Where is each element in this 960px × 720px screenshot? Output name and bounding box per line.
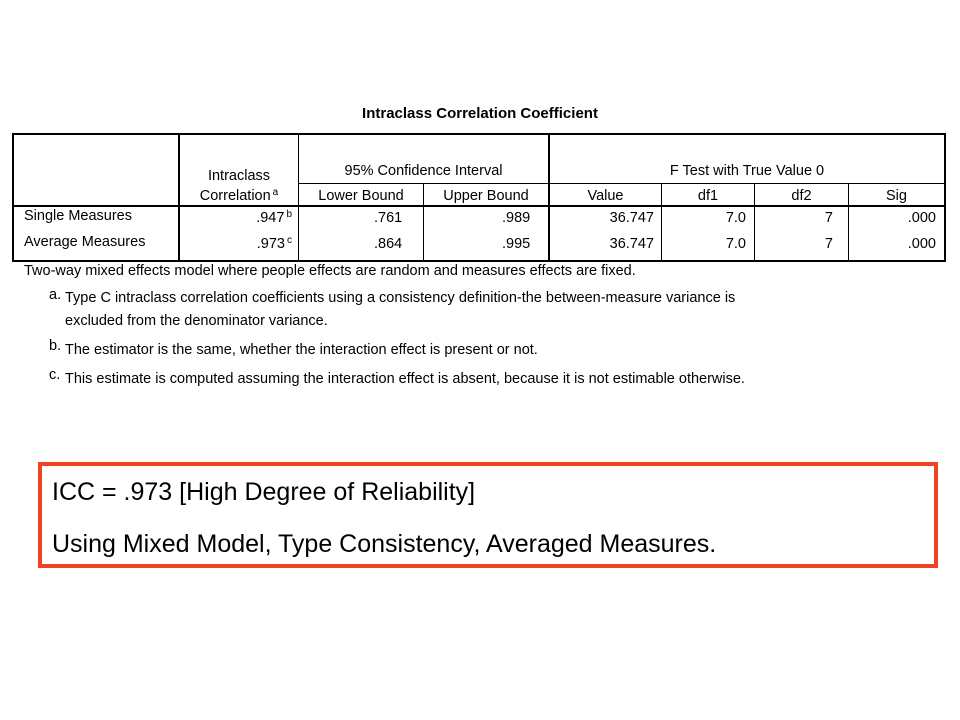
model-note: Two-way mixed effects model where people effects are random and measures effects are fixed. <box>24 263 636 279</box>
cell-df1: 7.0 <box>725 210 746 226</box>
row-label-average-measures: Average Measures <box>24 234 146 250</box>
callout-line-icc: ICC = .973 [High Degree of Reliability] <box>52 478 476 506</box>
table-title: Intraclass Correlation Coefficient <box>362 105 598 122</box>
callout-line-model: Using Mixed Model, Type Consistency, Averaged Measures. <box>52 530 717 558</box>
footnote-label-a: a. <box>49 287 62 303</box>
header-df1: df1 <box>697 188 719 204</box>
cell-upper: .995 <box>502 236 531 252</box>
cell-icc: .947 $^b$ <box>256 209 292 226</box>
header-sig: Sig <box>886 188 907 204</box>
cell-upper: .989 <box>502 210 531 226</box>
footnote-label-c: c. <box>49 367 61 383</box>
cell-icc: .973 $^c$ <box>256 235 292 252</box>
cell-df2: 7 <box>824 210 833 226</box>
footnote-c-line1: This estimate is computed assuming the interaction effect is absent, because it is not estimable otherwise. <box>65 371 745 387</box>
cell-lower: .761 <box>374 210 403 226</box>
cell-df2: 7 <box>824 236 833 252</box>
cell-lower: .864 <box>374 236 403 252</box>
header-correlation: Correlation $^a$ <box>199 187 279 204</box>
header-confidence-interval: 95% Confidence Interval <box>344 163 503 179</box>
cell-sig: .000 <box>907 210 936 226</box>
footnote-a-line1: Type C intraclass correlation coefficients using a consistency definition-the between-measure variance is <box>65 290 736 306</box>
footnote-label-b: b. <box>49 338 62 354</box>
row-label-single-measures: Single Measures <box>24 208 132 224</box>
cell-value: 36.747 <box>609 236 654 252</box>
footnote-marker-c: c <box>287 235 292 246</box>
footnote-a-line2: excluded from the denominator variance. <box>65 313 328 329</box>
header-upper-bound: Upper Bound <box>443 188 529 204</box>
footnote-marker-b: b <box>286 209 292 220</box>
header-intraclass: Intraclass <box>207 168 271 184</box>
cell-sig: .000 <box>907 236 936 252</box>
icc-summary-callout <box>38 462 938 568</box>
header-lower-bound: Lower Bound <box>318 188 404 204</box>
cell-value: 36.747 <box>609 210 654 226</box>
footnote-marker-a: a <box>272 187 279 198</box>
header-value: Value <box>587 188 624 204</box>
header-f-test: F Test with True Value 0 <box>669 163 825 179</box>
footnote-b-line1: The estimator is the same, whether the interaction effect is present or not. <box>65 342 538 358</box>
header-df2: df2 <box>791 188 812 204</box>
cell-df1: 7.0 <box>725 236 746 252</box>
